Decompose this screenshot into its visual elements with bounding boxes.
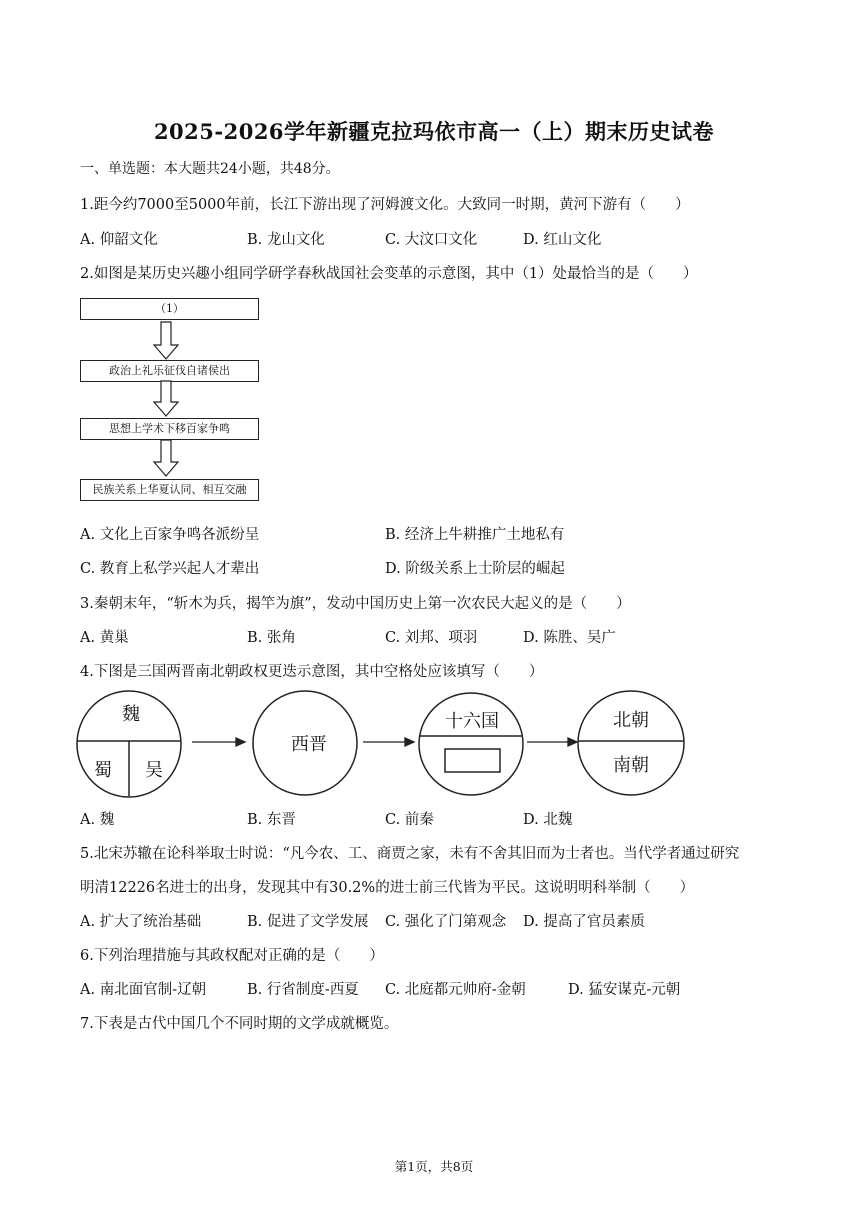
- label-wei: 魏: [122, 704, 140, 725]
- page-footer: 第1页，共8页: [394, 1159, 474, 1174]
- question-4-option-c: C. 前秦: [385, 812, 434, 828]
- question-1-option-b: B. 龙山文化: [247, 232, 325, 248]
- question-2-option-d: D. 阶级关系上士阶层的崛起: [385, 561, 565, 577]
- regime-diagram: [75, 690, 695, 802]
- question-3-stem: 3.秦朝末年，“斩木为兵，揭竿为旗”，发动中国历史上第一次农民大起义的是（ ）: [80, 596, 631, 612]
- question-3-option-b: B. 张角: [247, 630, 296, 646]
- question-6-option-d: D. 猛安谋克-元朝: [568, 982, 681, 998]
- question-7-stem: 7.下表是古代中国几个不同时期的文学成就概览。: [80, 1016, 399, 1032]
- question-6-option-a: A. 南北面官制-辽朝: [80, 982, 207, 998]
- question-5-option-c: C. 强化了门第观念: [385, 914, 507, 930]
- blank-box: [445, 749, 500, 772]
- question-4-stem: 4.下图是三国两晋南北朝政权更迭示意图，其中空格处应该填写（ ）: [80, 664, 544, 680]
- question-4-option-a: A. 魏: [80, 812, 115, 828]
- question-5-stem-line-1: 5.北宋苏辙在论科举取士时说：“凡今农、工、商贾之家，未有不舍其旧而为士者也。当代学者通过研究: [80, 846, 740, 862]
- question-3-option-a: A. 黄巢: [80, 630, 129, 646]
- question-4-option-b: B. 东晋: [247, 812, 296, 828]
- label-southern-dynasties: 南朝: [613, 755, 649, 776]
- question-1-option-a: A. 仰韶文化: [80, 232, 158, 248]
- down-arrow-icon: [154, 440, 178, 476]
- down-arrow-icon: [154, 381, 178, 416]
- label-sixteen-kingdoms: 十六国: [445, 711, 499, 732]
- question-2-option-a: A. 文化上百家争鸣各派纷呈: [80, 527, 260, 543]
- label-northern-dynasties: 北朝: [613, 710, 649, 731]
- label-wu: 吴: [145, 760, 163, 781]
- right-arrow-icon: [405, 738, 414, 746]
- question-5-stem-line-2: 明清12226名进士的出身，发现其中有30.2%的进士前三代皆为平民。这说明明科举制（ ）: [80, 880, 695, 896]
- flow-box-3: 思想上学术下移百家争鸣: [80, 418, 259, 440]
- question-2-option-c: C. 教育上私学兴起人才辈出: [80, 561, 260, 577]
- question-1-option-d: D. 红山文化: [523, 232, 602, 248]
- question-5-option-b: B. 促进了文学发展: [247, 914, 369, 930]
- page-title: 2025-2026学年新疆克拉玛依市高一（上）期末历史试卷: [153, 119, 715, 144]
- right-arrow-icon: [236, 738, 245, 746]
- question-3-option-c: C. 刘邦、项羽: [385, 630, 478, 646]
- label-western-jin: 西晋: [291, 734, 327, 755]
- question-3-option-d: D. 陈胜、吴广: [523, 630, 616, 646]
- section-heading: 一、单选题：本大题共24小题，共48分。: [80, 161, 340, 177]
- flow-box-2: 政治上礼乐征伐自诸侯出: [80, 360, 259, 382]
- question-2-option-b: B. 经济上牛耕推广土地私有: [385, 527, 565, 543]
- flow-box-4: 民族关系上华夏认同、相互交融: [80, 479, 259, 501]
- flow-arrows: [150, 321, 184, 481]
- question-5-option-d: D. 提高了官员素质: [523, 914, 645, 930]
- question-1-stem: 1.距今约7000至5000年前，长江下游出现了河姆渡文化。大致同一时期，黄河下游有（ ）: [80, 197, 690, 213]
- down-arrow-icon: [154, 322, 178, 359]
- question-6-stem: 6.下列治理措施与其政权配对正确的是（ ）: [80, 948, 384, 964]
- right-arrow-icon: [568, 738, 577, 746]
- circle-north-south: [578, 691, 684, 795]
- flow-box-1: （1）: [80, 298, 259, 320]
- circle-sixteen-kingdoms: [419, 693, 523, 795]
- question-6-option-c: C. 北庭都元帅府-金朝: [385, 982, 526, 998]
- question-5-option-a: A. 扩大了统治基础: [80, 914, 202, 930]
- question-4-option-d: D. 北魏: [523, 812, 573, 828]
- label-shu: 蜀: [94, 760, 112, 781]
- question-2-stem: 2.如图是某历史兴趣小组同学研学春秋战国社会变革的示意图，其中（1）处最恰当的是（ ）: [80, 266, 698, 282]
- question-6-option-b: B. 行省制度-西夏: [247, 982, 359, 998]
- question-1-option-c: C. 大汶口文化: [385, 232, 478, 248]
